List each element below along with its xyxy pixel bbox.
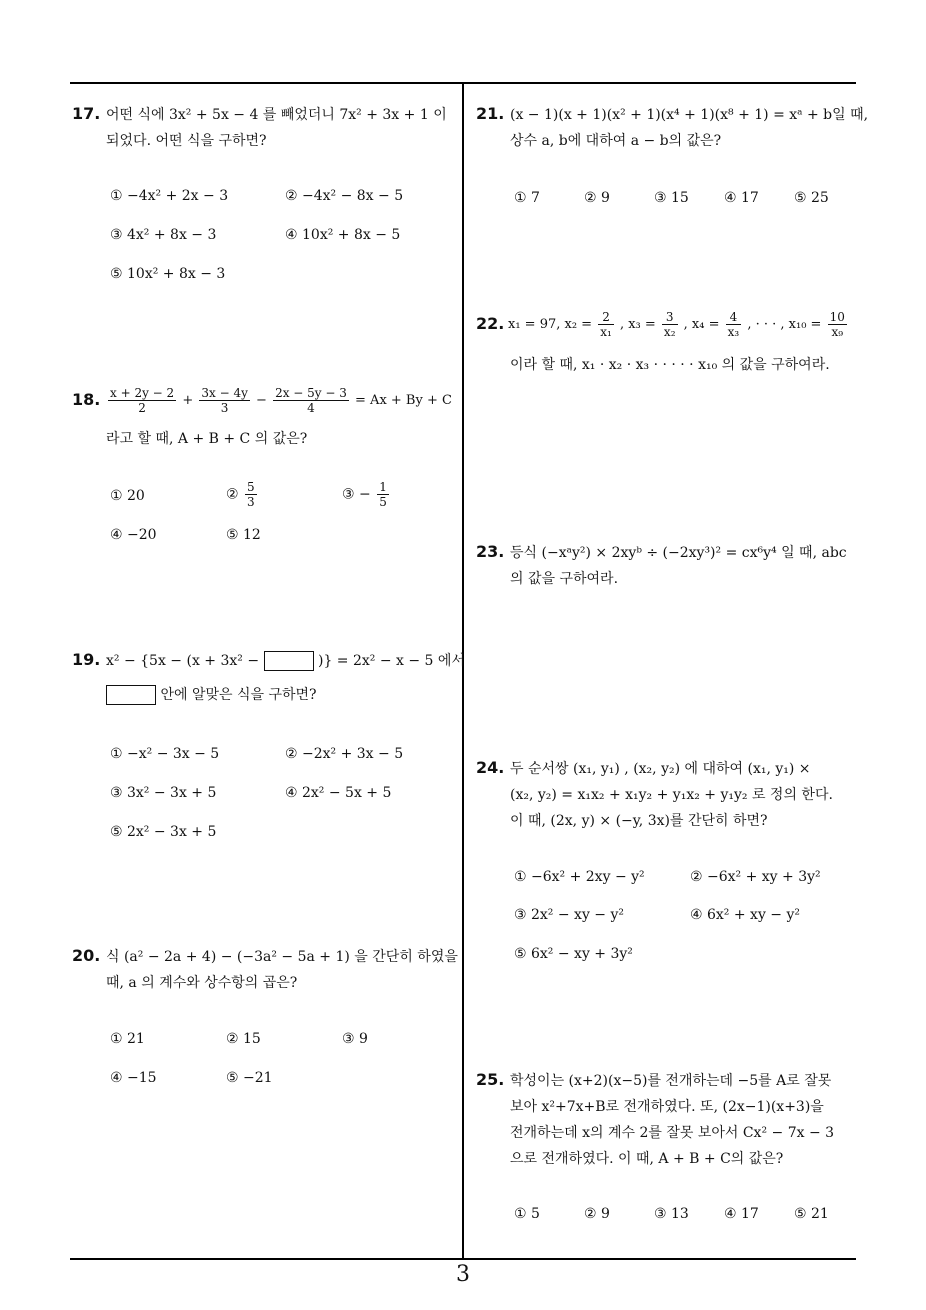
answer-choice-5[interactable]: ⑤ 12 — [226, 527, 261, 543]
question-stem: 전개하는데 x의 계수 2를 잘못 보아서 Cx² − 7x − 3 — [510, 1125, 835, 1141]
question-stem: 이 때, (2x, y) × (−y, 3x)를 간단히 하면? — [510, 813, 768, 829]
answer-choice-5[interactable]: ⑤ 2x² − 3x + 5 — [110, 824, 217, 840]
question-stem: 상수 a, b에 대하여 a − b의 값은? — [510, 133, 722, 149]
answer-choice-4[interactable]: ④ 17 — [724, 190, 759, 206]
answer-choice-3[interactable]: ③ 4x² + 8x − 3 — [110, 227, 217, 243]
question-number: 18. — [72, 390, 101, 409]
answer-choice-4[interactable]: ④ 17 — [724, 1206, 759, 1222]
fraction: $\frac{x + 2y - 2}{2}$ — [110, 386, 175, 415]
answer-choice-1[interactable]: ① 7 — [514, 190, 540, 206]
question-stem: 두 순서쌍 (x₁, y₁) , (x₂, y₂) 에 대하여 (x₁, y₁) × — [510, 761, 811, 777]
answer-choice-5[interactable]: ⑤ 6x² − xy + 3y² — [514, 946, 633, 962]
answer-choice-4[interactable]: ④ 2x² − 5x + 5 — [285, 785, 392, 801]
answer-choice-1[interactable]: ① 21 — [110, 1031, 145, 1047]
answer-choice-2[interactable]: ② 9 — [584, 1206, 610, 1222]
answer-choice-2[interactable]: ② $\frac{5}{3}$ — [226, 480, 255, 509]
question-number: 21. — [476, 104, 505, 123]
question-number: 19. — [72, 650, 101, 669]
question-stem: 의 값을 구하여라. — [510, 571, 619, 587]
fraction: $\frac{3}{\text{x₂}}$ — [663, 310, 676, 339]
question-stem: 등식 (−xᵃy²) × 2xyᵇ ÷ (−2xy³)² = cx⁶y⁴ 일 때, abc — [510, 545, 847, 561]
question-equation: x² − {5x − (x + 3x² − )} = 2x² − x − 5 에서 — [106, 653, 465, 669]
answer-choice-3[interactable]: ③ 3x² − 3x + 5 — [110, 785, 217, 801]
answer-choice-1[interactable]: ① 20 — [110, 488, 145, 504]
question-stem: (x − 1)(x + 1)(x² + 1)(x⁴ + 1)(x⁸ + 1) = xᵃ + b일 때, — [510, 107, 869, 123]
answer-choice-3[interactable]: ③ 9 — [342, 1031, 368, 1047]
fraction: $\frac{2x - 5y - 3}{4}$ — [275, 386, 347, 415]
blank-box — [264, 651, 314, 671]
answer-choice-5[interactable]: ⑤ −21 — [226, 1070, 273, 1086]
question-equation: x₁ = 97, x₂ = $\frac{2}{\text{x₁}}$ , x₃ = $\frac{3}{\text{x₂}}$ , x₄ = $\frac{4}{\text{x₃}}$ , · · · , x₁₀ = $\frac{10}{\text{x₉}}$ — [508, 310, 845, 339]
answer-choice-1[interactable]: ① −x² − 3x − 5 — [110, 746, 220, 762]
answer-choice-3[interactable]: ③ − $\frac{1}{5}$ — [342, 480, 387, 509]
question-stem: 보아 x²+7x+B로 전개하였다. 또, (2x−1)(x+3)을 — [510, 1099, 824, 1115]
question-stem: 되었다. 어떤 식을 구하면? — [106, 133, 267, 149]
answer-choice-4[interactable]: ④ 10x² + 8x − 5 — [285, 227, 401, 243]
question-number: 23. — [476, 542, 505, 561]
answer-choice-4[interactable]: ④ −20 — [110, 527, 157, 543]
question-number: 20. — [72, 946, 101, 965]
fraction: $\frac{4}{\text{x₃}}$ — [727, 310, 740, 339]
answer-choice-5[interactable]: ⑤ 25 — [794, 190, 829, 206]
answer-choice-2[interactable]: ② −4x² − 8x − 5 — [285, 188, 404, 204]
answer-choice-1[interactable]: ① −4x² + 2x − 3 — [110, 188, 229, 204]
answer-choice-4[interactable]: ④ −15 — [110, 1070, 157, 1086]
question-stem: 식 (a² − 2a + 4) − (−3a² − 5a + 1) 을 간단히 하였을 — [106, 949, 458, 965]
question-stem: (x₂, y₂) = x₁x₂ + x₁y₂ + y₁x₂ + y₁y₂ 로 정의 한다. — [510, 787, 833, 803]
fraction: $\frac{3x - 4y}{3}$ — [201, 386, 248, 415]
question-number: 25. — [476, 1070, 505, 1089]
blank-box — [106, 685, 156, 705]
question-number: 17. — [72, 104, 101, 123]
fraction: $\frac{1}{5}$ — [379, 480, 387, 509]
answer-choice-3[interactable]: ③ 2x² − xy − y² — [514, 907, 625, 923]
question-stem: 안에 알맞은 식을 구하면? — [106, 682, 317, 708]
question-stem: 라고 할 때, A + B + C 의 값은? — [106, 431, 308, 447]
question-stem: 어떤 식에 3x² + 5x − 4 를 빼었더니 7x² + 3x + 1 이 — [106, 107, 447, 123]
question-stem: 때, a 의 계수와 상수항의 곱은? — [106, 975, 298, 991]
answer-choice-2[interactable]: ② −2x² + 3x − 5 — [285, 746, 404, 762]
answer-choice-1[interactable]: ① −6x² + 2xy − y² — [514, 869, 645, 885]
fraction: $\frac{10}{\text{x₉}}$ — [829, 310, 845, 339]
answer-choice-3[interactable]: ③ 15 — [654, 190, 689, 206]
question-stem: 으로 전개하였다. 이 때, A + B + C의 값은? — [510, 1151, 784, 1167]
question-number: 24. — [476, 758, 505, 777]
question-equation: $\frac{x + 2y - 2}{2}$ + $\frac{3x - 4y}{3}$ − $\frac{2x - 5y - 3}{4}$ = Ax + By + C — [110, 386, 452, 415]
page-number: 3 — [456, 1262, 470, 1287]
answer-choice-3[interactable]: ③ 13 — [654, 1206, 689, 1222]
question-stem: 학성이는 (x+2)(x−5)를 전개하는데 −5를 A로 잘못 — [510, 1073, 832, 1089]
answer-choice-2[interactable]: ② −6x² + xy + 3y² — [690, 869, 821, 885]
answer-choice-2[interactable]: ② 9 — [584, 190, 610, 206]
fraction: $\frac{5}{3}$ — [247, 480, 255, 509]
answer-choice-5[interactable]: ⑤ 10x² + 8x − 3 — [110, 266, 226, 282]
question-stem: 이라 할 때, x₁ · x₂ · x₃ · · · · · x₁₀ 의 값을 구하여라. — [510, 357, 830, 373]
answer-choice-2[interactable]: ② 15 — [226, 1031, 261, 1047]
question-number: 22. — [476, 314, 505, 333]
answer-choice-1[interactable]: ① 5 — [514, 1206, 540, 1222]
fraction: $\frac{2}{\text{x₁}}$ — [600, 310, 612, 339]
answer-choice-5[interactable]: ⑤ 21 — [794, 1206, 829, 1222]
answer-choice-4[interactable]: ④ 6x² + xy − y² — [690, 907, 801, 923]
